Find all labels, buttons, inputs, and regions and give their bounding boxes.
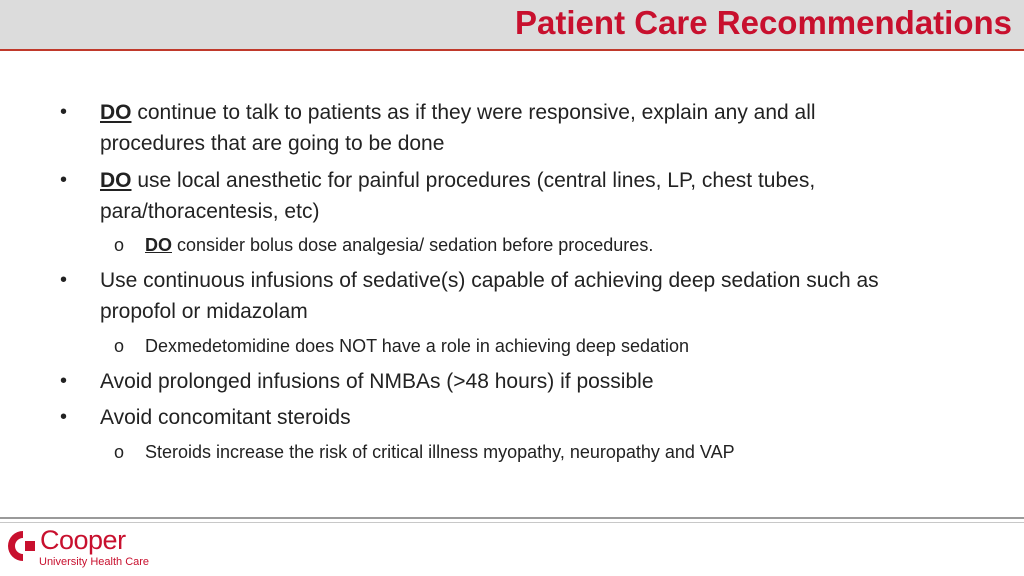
sub-bullet-marker: o bbox=[114, 442, 125, 462]
cooper-c-icon bbox=[6, 529, 40, 563]
page-title: Patient Care Recommendations bbox=[515, 4, 1012, 41]
bullet-marker: • bbox=[60, 269, 68, 291]
sub-bullet-5 bbox=[114, 440, 735, 464]
sub-bullet-2 bbox=[114, 233, 654, 257]
do-label: DO bbox=[100, 169, 132, 192]
bullet-marker: • bbox=[60, 406, 68, 428]
bullet-marker: • bbox=[60, 101, 68, 123]
bullet-1 bbox=[60, 97, 816, 159]
sub-bullet-text: Dexmedetomidine does NOT have a role in achieving deep sedation bbox=[145, 336, 689, 356]
bullet-text: continue to talk to patients as if they were responsive, explain any and all bbox=[131, 101, 816, 124]
do-label: DO bbox=[100, 101, 132, 124]
sub-bullet-text: consider bolus dose analgesia/ sedation before procedures. bbox=[172, 235, 654, 255]
bullet-marker: • bbox=[60, 169, 68, 191]
bullet-marker: • bbox=[60, 370, 68, 392]
bullet-text: use local anesthetic for painful procedures (central lines, LP, chest tubes, bbox=[131, 169, 816, 192]
footer-divider-thin bbox=[0, 522, 1024, 523]
sub-bullet-marker: o bbox=[114, 235, 125, 255]
bullet-text-cont: propofol or midazolam bbox=[100, 300, 308, 323]
sub-bullet-3 bbox=[114, 334, 689, 358]
bullet-text: Avoid concomitant steroids bbox=[100, 406, 351, 429]
bullet-text-cont: procedures that are going to be done bbox=[100, 132, 445, 155]
logo-subtitle: University Health Care bbox=[39, 556, 150, 568]
cooper-logo bbox=[6, 525, 166, 573]
bullet-text: Avoid prolonged infusions of NMBAs (>48 hours) if possible bbox=[100, 370, 654, 393]
sub-bullet-text: Steroids increase the risk of critical illness myopathy, neuropathy and VAP bbox=[145, 442, 735, 462]
do-label: DO bbox=[145, 235, 172, 255]
footer-divider bbox=[0, 517, 1024, 519]
bullet-3 bbox=[60, 265, 879, 327]
sub-bullet-marker: o bbox=[114, 336, 125, 356]
bullet-text-cont: para/thoracentesis, etc) bbox=[100, 200, 320, 223]
bullet-4 bbox=[60, 366, 654, 397]
bullet-2 bbox=[60, 165, 816, 227]
bullet-5 bbox=[60, 402, 351, 433]
logo-name: Cooper bbox=[40, 525, 126, 555]
bullet-text: Use continuous infusions of sedative(s) capable of achieving deep sedation such as bbox=[100, 269, 879, 292]
